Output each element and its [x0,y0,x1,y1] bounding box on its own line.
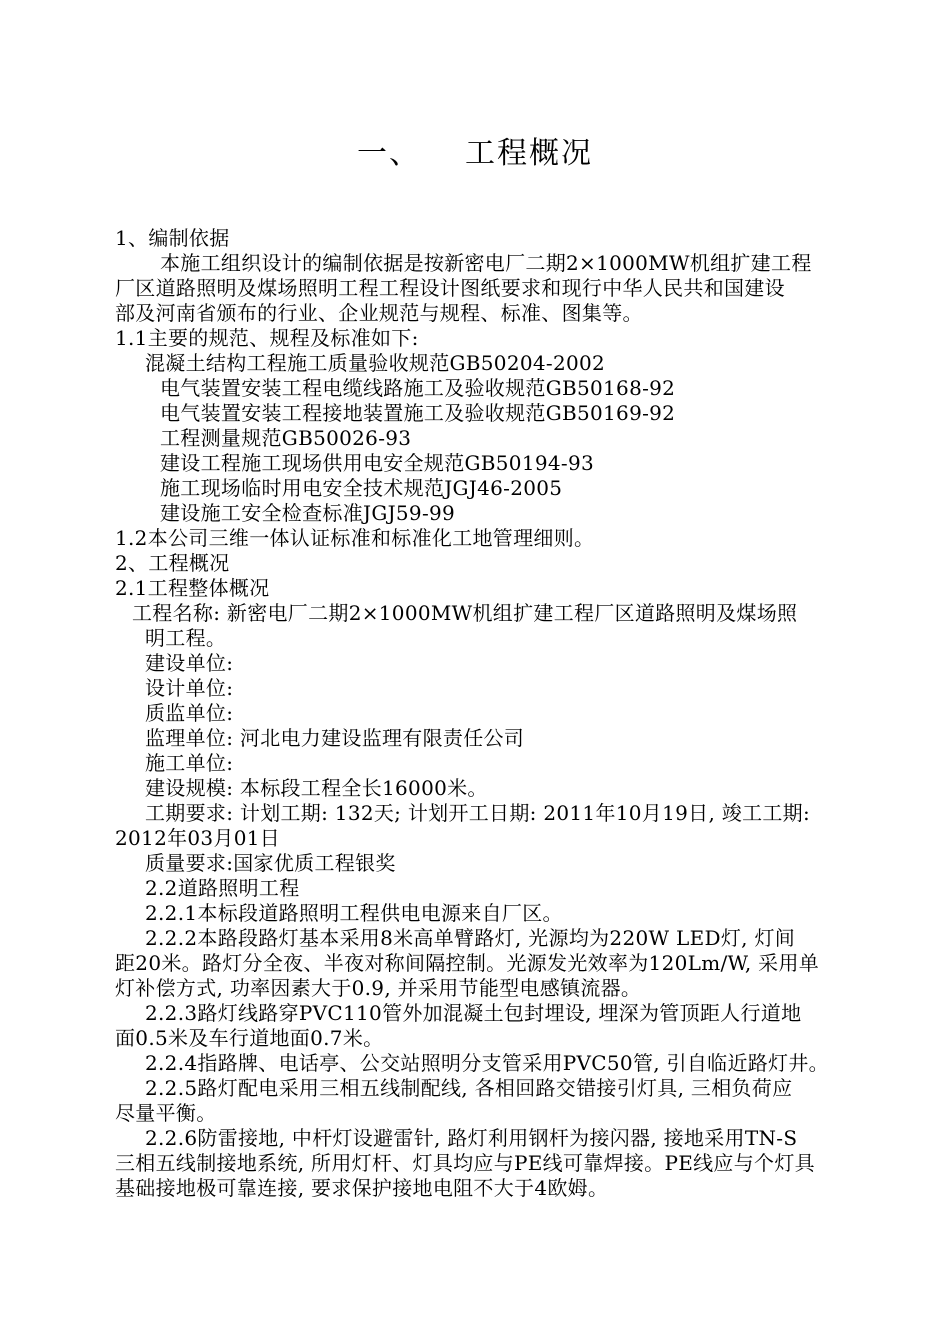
paragraph-line: 2.2.3路灯线路穿PVC110管外加混凝土包封埋设, 埋深为管顶距人行道地 [145,1001,802,1025]
standard-item: 电气装置安装工程电缆线路施工及验收规范GB50168-92 [160,376,676,400]
paragraph-line: 部及河南省颁布的行业、企业规范与规程、标准、图集等。 [115,301,643,325]
paragraph-line: 基础接地极可靠连接, 要求保护接地电阻不大于4欧姆。 [115,1176,609,1200]
heading-overall: 2.1工程整体概况 [115,576,270,600]
paragraph-line: 2.2.6防雷接地, 中杆灯设避雷针, 路灯利用钢杆为接闪器, 接地采用TN-S [145,1126,798,1150]
standard-item: 建设施工安全检查标准JGJ59-99 [160,501,456,525]
supervision-unit: 监理单位: 河北电力建设监理有限责任公司 [145,726,525,750]
quality-requirement: 质量要求:国家优质工程银奖 [145,851,396,875]
standard-item: 建设工程施工现场供用电安全规范GB50194-93 [160,451,595,475]
project-name: 工程名称: 新密电厂二期2×1000MW机组扩建工程厂区道路照明及煤场照 [132,601,798,625]
paragraph-line: 尽量平衡。 [115,1101,217,1125]
heading-standards: 1.1主要的规范、规程及标准如下: [115,326,419,350]
schedule-requirement: 工期要求: 计划工期: 132天; 计划开工日期: 2011年10月19日, 竣工工期: [145,801,811,825]
paragraph-line: 2.2.2本路段路灯基本采用8米高单臂路灯, 光源均为220W LED灯, 灯间 [145,926,796,950]
heading-overview: 2、工程概况 [115,551,230,575]
heading-road-lighting: 2.2道路照明工程 [145,876,300,900]
paragraph-line: 明工程。 [145,626,227,650]
standard-item: 混凝土结构工程施工质量验收规范GB50204-2002 [145,351,606,375]
paragraph-line: 2.2.5路灯配电采用三相五线制配线, 各相回路交错接引灯具, 三相负荷应 [145,1076,793,1100]
section-title [0,128,950,172]
construction-scale: 建设规模: 本标段工程全长16000米。 [145,776,488,800]
paragraph-line: 2012年03月01日 [115,826,281,850]
heading-basis: 1、编制依据 [115,226,230,250]
owner-unit: 建设单位: [145,651,234,675]
construction-unit: 施工单位: [145,751,234,775]
standard-item: 电气装置安装工程接地装置施工及验收规范GB50169-92 [160,401,676,425]
paragraph-line: 三相五线制接地系统, 所用灯杆、灯具均应与PE线可靠焊接。PE线应与个灯具 [115,1151,815,1175]
paragraph-line: 本施工组织设计的编制依据是按新密电厂二期2×1000MW机组扩建工程 [160,251,812,275]
quality-supervision-unit: 质监单位: [145,701,234,725]
paragraph-line: 2.2.4指路牌、电话亭、公交站照明分支管采用PVC50管, 引自临近路灯井。 [145,1051,829,1075]
section-number: 一、 [357,136,421,171]
design-unit: 设计单位: [145,676,234,700]
paragraph-line: 面0.5米及车行道地面0.7米。 [115,1026,384,1050]
paragraph-line: 灯补偿方式, 功率因素大于0.9, 并采用节能型电感镇流器。 [115,976,642,1000]
standard-item: 施工现场临时用电安全技术规范JGJ46-2005 [160,476,563,500]
paragraph-line: 2.2.1本标段道路照明工程供电电源来自厂区。 [145,901,563,925]
paragraph-line: 1.2本公司三维一体认证标准和标准化工地管理细则。 [115,526,595,550]
section-heading: 工程概况 [465,136,593,171]
standard-item: 工程测量规范GB50026-93 [160,426,412,450]
paragraph-line: 厂区道路照明及煤场照明工程工程设计图纸要求和现行中华人民共和国建设 [115,276,785,300]
paragraph-line: 距20米。路灯分全夜、半夜对称间隔控制。光源发光效率为120Lm/W, 采用单 [115,951,820,975]
